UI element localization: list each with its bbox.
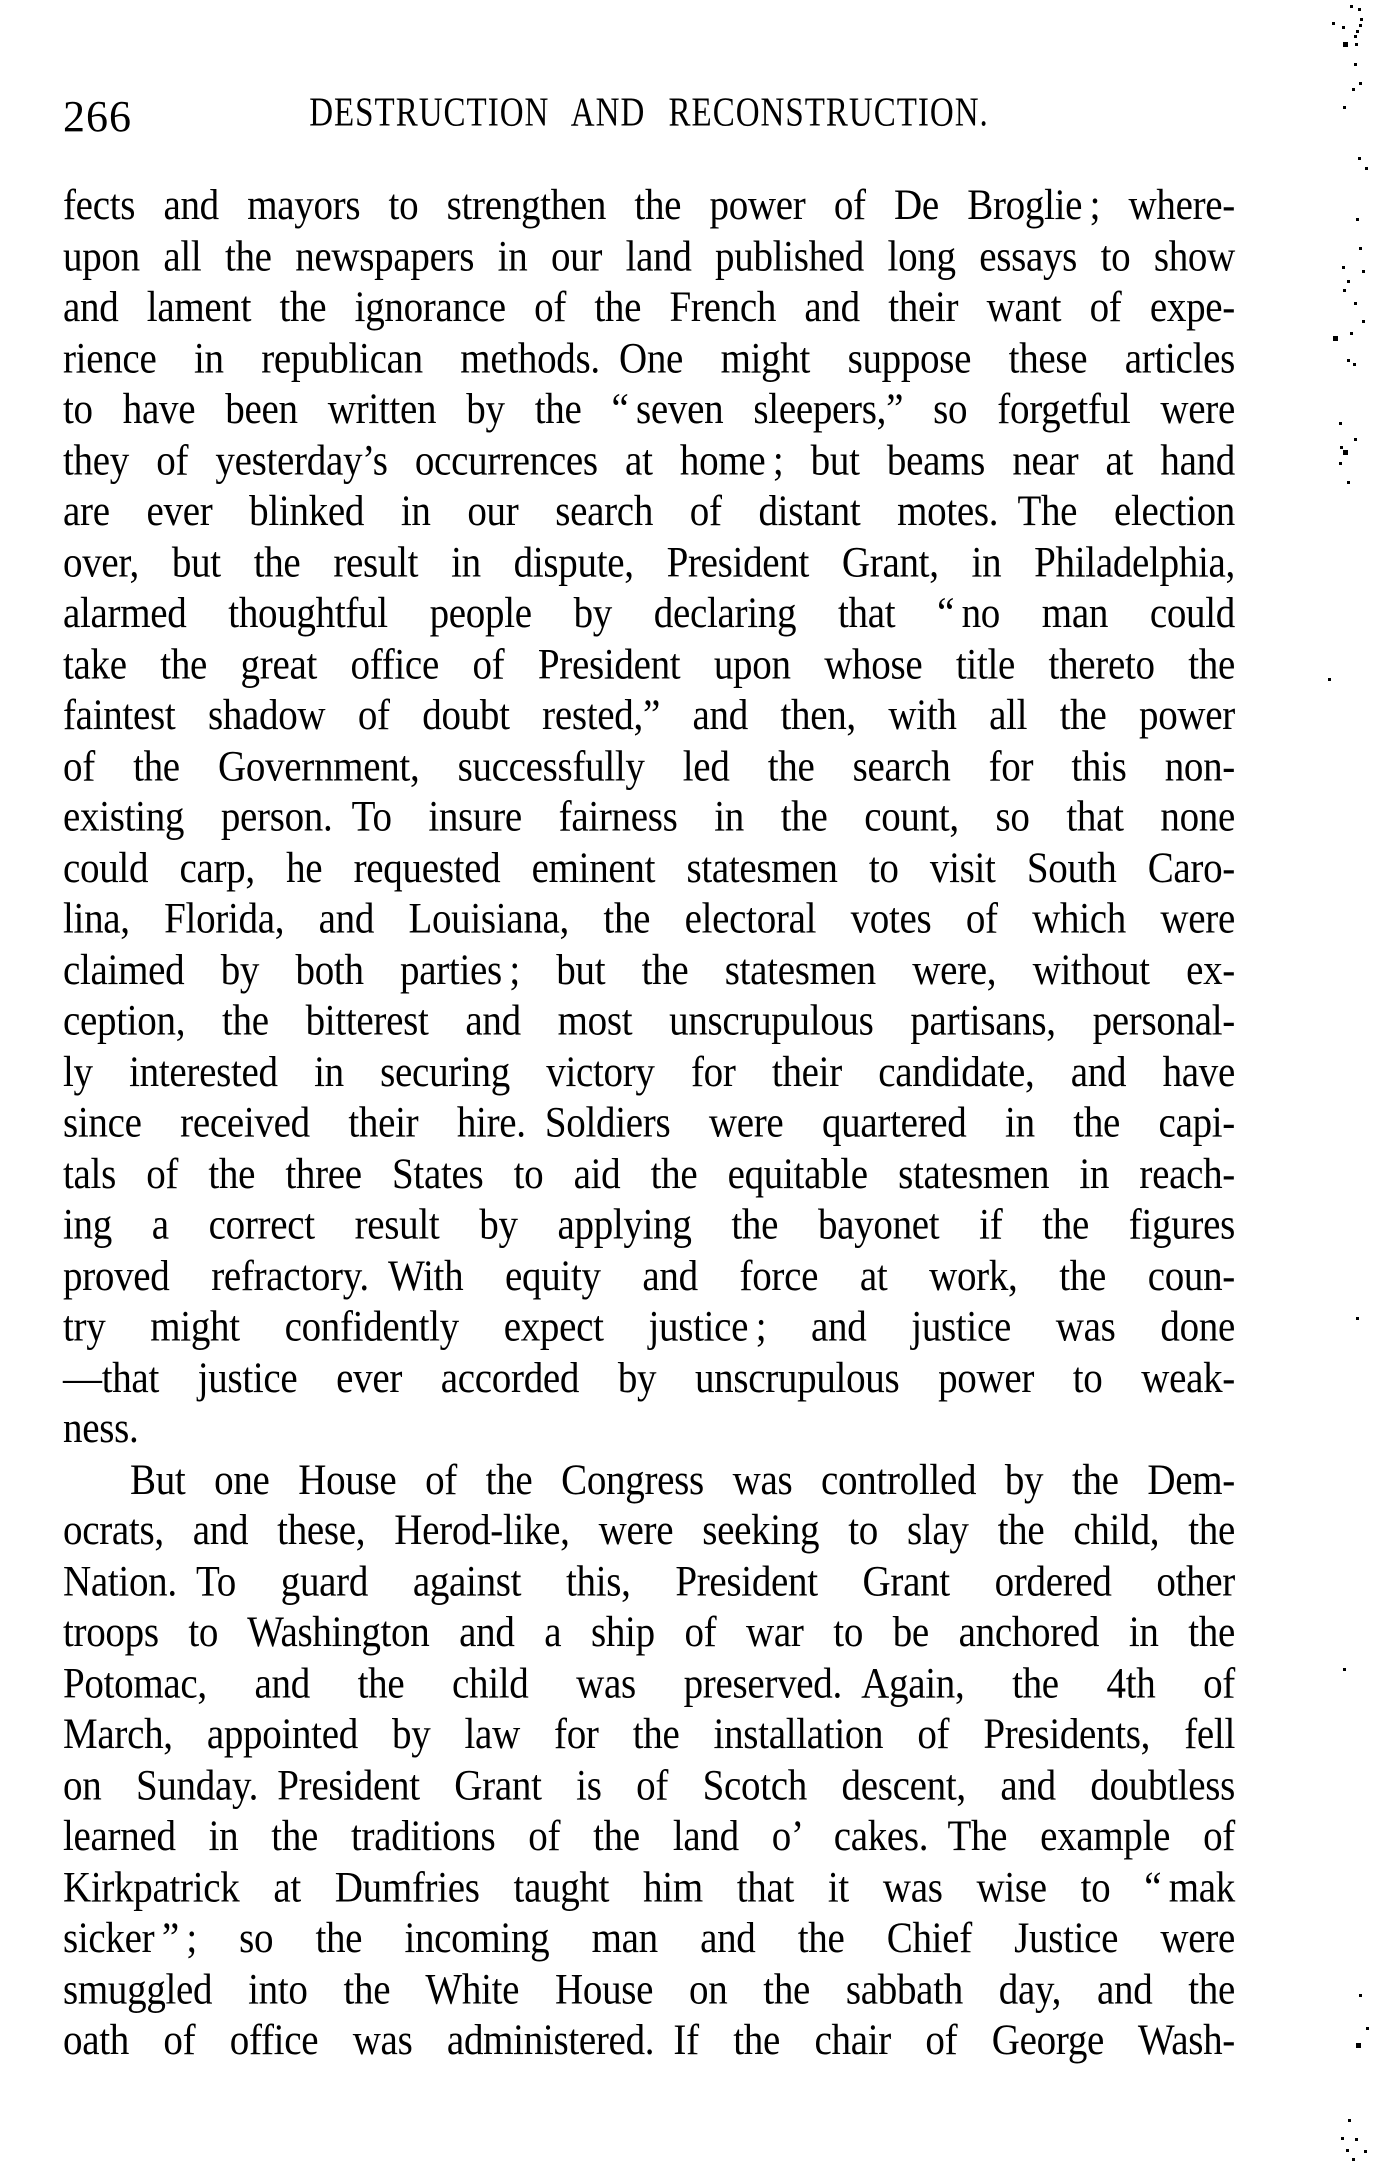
text-line: —that justice ever accorded by unscrupulous power to weak-: [63, 1353, 1235, 1402]
text-line: proved refractory. With equity and force at work, the coun-: [63, 1251, 1235, 1300]
text-line: But one House of the Congress was controlled by the Dem-: [130, 1455, 1235, 1504]
text-line: they of yesterday’s occurrences at home ; but beams near at hand: [63, 435, 1235, 485]
text-line: since received their hire. Soldiers were quartered in the capi-: [63, 1098, 1235, 1147]
scan-noise-speckles: [0, 0, 3, 3]
text-line: faintest shadow of doubt rested,” and then, with all the power: [63, 690, 1235, 739]
text-line: smuggled into the White House on the sabbath day, and the: [63, 1964, 1235, 2013]
text-line: ocrats, and these, Herod-like, were seeking to slay the child, the: [63, 1506, 1235, 1555]
text-line: are ever blinked in our search of distant motes. The election: [63, 486, 1235, 536]
paragraph-1: [63, 180, 1235, 1454]
text-line: over, but the result in dispute, President Grant, in Philadelphia,: [63, 537, 1235, 586]
text-line: fects and mayors to strengthen the power of De Broglie ; where-: [63, 181, 1235, 230]
text-line: ing a correct result by applying the bayonet if the figures: [63, 1200, 1235, 1249]
text-line: existing person. To insure fairness in the count, so that none: [63, 792, 1235, 841]
text-line: ness.: [63, 1404, 139, 1453]
page-number: 266: [63, 92, 132, 141]
text-line: Nation. To guard against this, President Grant ordered other: [63, 1557, 1235, 1606]
text-line: lina, Florida, and Louisiana, the electoral votes of which were: [63, 894, 1235, 943]
text-line: troops to Washington and a ship of war to be anchored in the: [63, 1608, 1235, 1657]
text-line: Potomac, and the child was preserved. Again, the 4th of: [63, 1658, 1235, 1708]
text-line: rience in republican methods. One might suppose these articles: [63, 334, 1235, 383]
text-line: on Sunday. President Grant is of Scotch descent, and doubtless: [63, 1760, 1235, 1810]
body-text: [63, 180, 1235, 2066]
text-line: claimed by both parties ; but the statesmen were, without ex-: [63, 945, 1235, 994]
text-line: alarmed thoughtful people by declaring that “ no man could: [63, 588, 1235, 637]
text-line: try might confidently expect justice ; and justice was done: [63, 1302, 1235, 1351]
text-line: ception, the bitterest and most unscrupulous partisans, personal-: [63, 996, 1235, 1045]
text-line: March, appointed by law for the installation of Presidents, fell: [63, 1709, 1235, 1759]
text-line: to have been written by the “ seven sleepers,” so forgetful were: [63, 384, 1235, 434]
text-line: ly interested in securing victory for their candidate, and have: [63, 1047, 1235, 1096]
text-line: tals of the three States to aid the equitable statesmen in reach-: [63, 1149, 1235, 1198]
text-line: and lament the ignorance of the French and their want of expe-: [63, 283, 1235, 332]
running-head: DESTRUCTION AND RECONSTRUCTION.: [309, 90, 989, 136]
text-line: oath of office was administered. If the chair of George Wash-: [63, 2015, 1235, 2064]
text-line: upon all the newspapers in our land published long essays to show: [63, 232, 1235, 281]
text-line: learned in the traditions of the land o’ cakes. The example of: [63, 1811, 1235, 1860]
text-line: sicker ” ; so the incoming man and the Chief Justice were: [63, 1913, 1235, 1962]
text-line: of the Government, successfully led the search for this non-: [63, 741, 1235, 790]
text-line: could carp, he requested eminent statesmen to visit South Caro-: [63, 843, 1235, 892]
text-line: Kirkpatrick at Dumfries taught him that it was wise to “ mak: [63, 1862, 1235, 1911]
paragraph-2: [63, 1454, 1235, 2066]
text-line: take the great office of President upon whose title thereto the: [63, 639, 1235, 688]
